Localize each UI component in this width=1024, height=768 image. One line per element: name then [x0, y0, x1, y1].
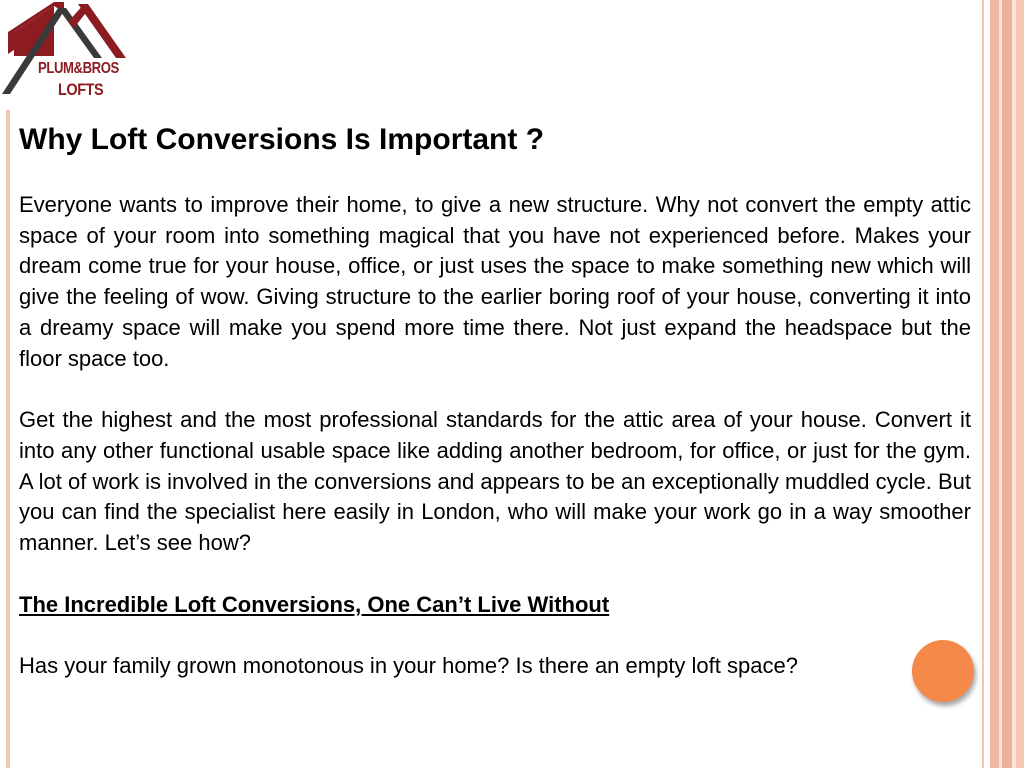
stripe — [1016, 0, 1024, 768]
right-decorative-stripes — [978, 0, 1024, 768]
orange-circle-decoration — [912, 640, 974, 702]
left-accent-bar — [6, 110, 10, 768]
stripe — [990, 0, 999, 768]
paragraph-standards: Get the highest and the most professional standards for the attic area of your house. Convert it into any other functional usable space like adding another bedroom, for office, or just for the gym. A lot of work is involved in the conversions and appears to be an exceptionally muddled cycle. But you can find the specialist here easily in London, who will make your work go in a way smoother manner. Let’s see how? — [19, 407, 971, 556]
stripe — [1002, 0, 1012, 768]
slide-content — [19, 118, 971, 681]
logo-brand-line-2: LOFTS — [58, 80, 104, 99]
page-title: Why Loft Conversions Is Important ? — [19, 123, 545, 156]
logo-brand-line-1: PLUM&BROS — [38, 60, 119, 77]
closing-line: Has your family grown monotonous in your home? Is there an empty loft space? — [19, 652, 798, 678]
section-subheading: The Incredible Loft Conversions, One Can’t Live Without — [19, 591, 610, 617]
paragraph-intro: Everyone wants to improve their home, to give a new structure. Why not convert the empty attic space of your room into something magical that you have not experienced before. Makes your dream come true for your house, office, or just uses the space to make something new which will give the feeling of wow. Giving structure to the earlier boring roof of your house, converting it into a dreamy space will make you spend more time there. Not just expand the headspace but the floor space too. — [19, 192, 971, 371]
brand-logo — [2, 2, 130, 106]
